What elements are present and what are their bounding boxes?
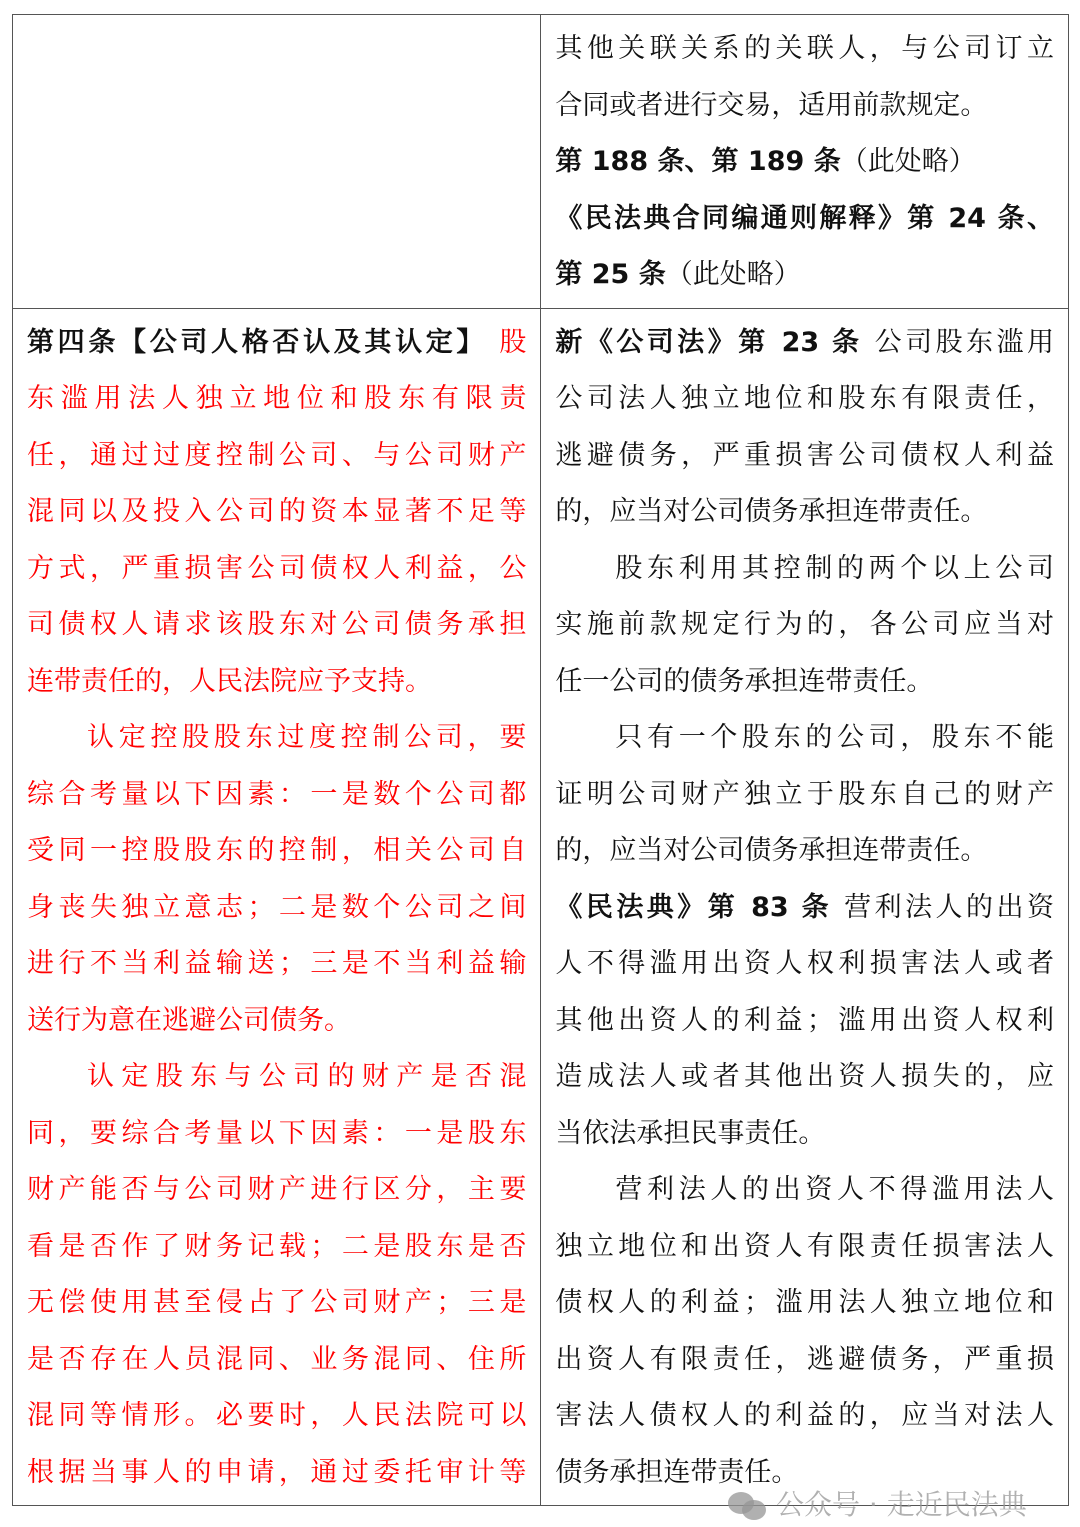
text-line — [27, 1445, 526, 1502]
text-line — [27, 484, 526, 541]
body-text: 无偿使用甚至侵占了公司财产；三是 — [27, 1287, 527, 1318]
text-line — [555, 247, 1054, 304]
body-text: 综合考量以下因素：一是数个公司都 — [27, 778, 527, 810]
right-cell — [541, 308, 1069, 1506]
text-line — [27, 1388, 526, 1445]
text-line — [555, 484, 1054, 541]
body-text: 营利法人的出资 — [832, 891, 1054, 923]
text-line — [27, 597, 526, 654]
text-line — [555, 428, 1054, 485]
text-line — [27, 767, 526, 824]
body-text: 独立地位和出资人有限责任损害法人 — [555, 1230, 1054, 1262]
table-row — [13, 308, 1069, 1506]
body-text: 营利法人的出资人不得滥用法人 — [615, 1174, 1054, 1205]
text-line — [555, 1275, 1054, 1332]
text-line — [555, 654, 1054, 711]
body-text: 的，应当对公司债务承担连带责任。 — [555, 496, 988, 527]
text-line — [27, 823, 526, 880]
body-text: 股 — [487, 326, 527, 358]
text-line — [27, 993, 526, 1050]
body-text: 司债权人请求该股东对公司债务承担 — [27, 609, 527, 640]
watermark-text: 公众号 · 走近民法典 — [776, 1488, 1027, 1521]
text-line — [27, 1275, 526, 1332]
text-line — [555, 880, 1054, 937]
body-text: 方式，严重损害公司债权人利益，公 — [27, 552, 527, 584]
body-text: 认定股东与公司的财产是否混 — [87, 1061, 527, 1092]
body-text: 是否存在人员混同、业务混同、住所 — [27, 1343, 527, 1375]
body-text: 证明公司财产独立于股东自己的财产 — [555, 778, 1054, 810]
body-text: 股东利用其控制的两个以上公司 — [615, 552, 1054, 584]
text-line — [555, 191, 1054, 248]
body-text: 债权人的利益；滥用法人独立地位和 — [555, 1287, 1054, 1318]
text-line — [27, 371, 526, 428]
body-text: 只有一个股东的公司，股东不能 — [615, 722, 1054, 753]
body-text: 进行不当利益输送；三是不当利益输 — [27, 948, 527, 979]
text-line — [27, 880, 526, 937]
text-line — [27, 1332, 526, 1389]
text-line — [27, 1219, 526, 1276]
body-text: 看是否作了财务记载；二是股东是否 — [27, 1230, 527, 1262]
left-cell — [13, 308, 541, 1506]
wechat-icon — [728, 1490, 768, 1520]
body-text: 连带责任的，人民法院应予支持。 — [27, 665, 432, 697]
body-text: 逃避债务，严重损害公司债权人利益 — [555, 439, 1054, 471]
body-text: 债务承担连带责任。 — [555, 1456, 799, 1488]
body-text: 当依法承担民事责任。 — [555, 1117, 826, 1149]
right-cell — [541, 15, 1069, 309]
text-line — [555, 134, 1054, 191]
body-text: 身丧失独立意志；二是数个公司之间 — [27, 891, 527, 923]
body-text: 混同等情形。必要时，人民法院可以 — [27, 1400, 527, 1431]
body-text: 认定控股股东过度控制公司，要 — [87, 722, 527, 753]
body-text: 实施前款规定行为的，各公司应当对 — [555, 609, 1054, 640]
body-text: 害法人债权人的利益的，应当对法人 — [555, 1400, 1054, 1431]
body-text: 同，要综合考量以下因素：一是股东 — [27, 1117, 527, 1149]
body-text: 其他关联关系的关联人，与公司订立 — [555, 33, 1054, 64]
text-line — [555, 597, 1054, 654]
heading-text: 新《公司法》第 23 条 — [555, 326, 863, 358]
text-line — [555, 993, 1054, 1050]
body-text: 东滥用法人独立地位和股东有限责 — [27, 383, 527, 414]
body-text: 人不得滥用出资人权利损害法人或者 — [555, 948, 1054, 979]
text-line — [555, 1106, 1054, 1163]
text-line — [27, 315, 526, 372]
text-line — [555, 1332, 1054, 1389]
body-text: 造成法人或者其他出资人损失的，应 — [555, 1061, 1054, 1092]
text-line — [555, 21, 1054, 78]
comparison-table — [12, 14, 1069, 1506]
heading-text: 《民法典》第 83 条 — [555, 891, 833, 923]
text-line — [555, 1219, 1054, 1276]
text-line — [27, 654, 526, 711]
table-row — [13, 15, 1069, 309]
text-line — [555, 710, 1054, 767]
body-text: 任一公司的债务承担连带责任。 — [555, 665, 934, 697]
text-line — [555, 78, 1054, 135]
text-line — [555, 315, 1054, 372]
text-line — [27, 710, 526, 767]
heading-text: 第 188 条、第 189 条 — [555, 146, 841, 177]
text-line — [555, 541, 1054, 598]
heading-text: 第 25 条 — [555, 259, 666, 290]
body-text: 公司法人独立地位和股东有限责任， — [555, 383, 1054, 414]
text-line — [555, 371, 1054, 428]
body-text: 合同或者进行交易，适用前款规定。 — [555, 89, 988, 121]
text-line — [555, 1388, 1054, 1445]
body-text: 根据当事人的申请，通过委托审计等 — [27, 1456, 527, 1488]
text-line — [27, 1049, 526, 1106]
text-line — [555, 936, 1054, 993]
text-line — [555, 1162, 1054, 1219]
body-text: 的，应当对公司债务承担连带责任。 — [555, 835, 988, 866]
text-line — [555, 1049, 1054, 1106]
body-text: 公司股东滥用 — [862, 326, 1055, 358]
heading-text: 《民法典合同编通则解释》第 24 条、 — [555, 202, 1054, 234]
text-line — [27, 1106, 526, 1163]
body-text: 出资人有限责任，逃避债务，严重损 — [555, 1343, 1054, 1375]
body-text: 任，通过过度控制公司、与公司财产 — [27, 439, 527, 471]
watermark — [728, 1488, 1027, 1522]
body-text: 混同以及投入公司的资本显著不足等 — [27, 496, 527, 527]
body-text: 财产能否与公司财产进行区分，主要 — [27, 1174, 527, 1205]
body-text: （此处略） — [840, 146, 976, 177]
text-line — [27, 428, 526, 485]
left-cell — [13, 15, 541, 309]
text-line — [555, 767, 1054, 824]
text-line — [27, 541, 526, 598]
body-text: 受同一控股股东的控制，相关公司自 — [27, 835, 527, 866]
text-line — [27, 936, 526, 993]
text-line — [27, 1162, 526, 1219]
text-line — [555, 823, 1054, 880]
body-text: 其他出资人的利益；滥用出资人权利 — [555, 1004, 1054, 1036]
body-text: 送行为意在逃避公司债务。 — [27, 1004, 351, 1036]
body-text: （此处略） — [665, 259, 801, 290]
heading-text: 第四条【公司人格否认及其认定】 — [27, 326, 488, 358]
